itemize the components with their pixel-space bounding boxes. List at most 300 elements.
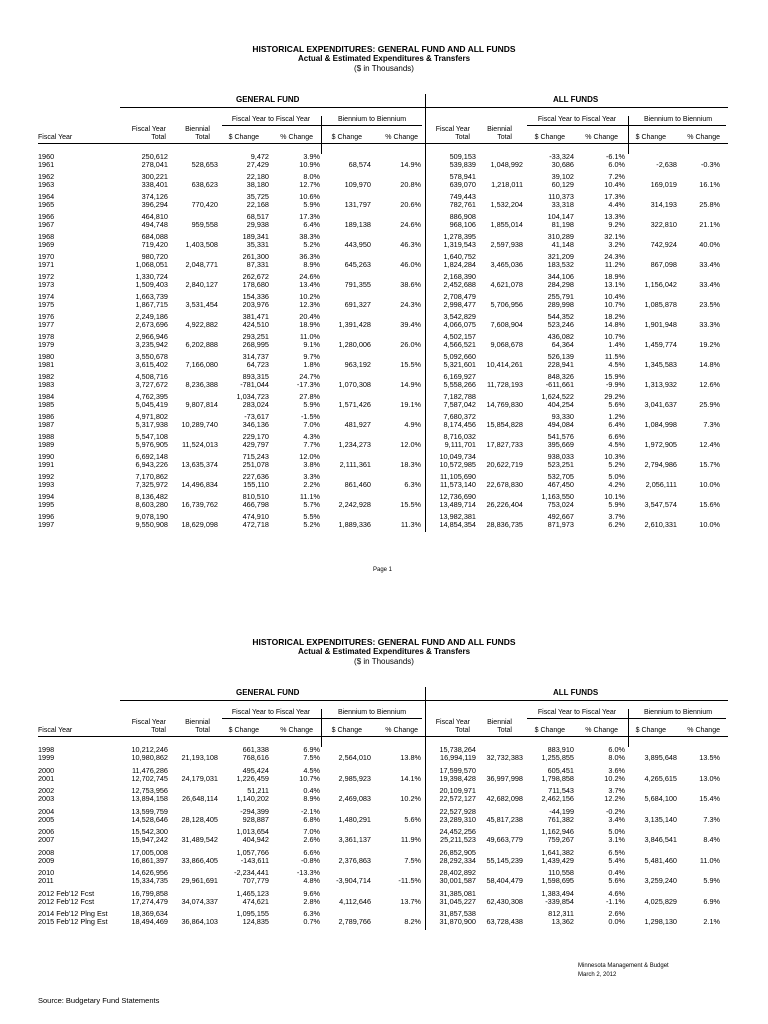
af-bi-dchange: 2,610,331 bbox=[644, 520, 677, 529]
af-fy-total: 8,174,456 bbox=[443, 420, 476, 429]
gf-fy-total: 338,401 bbox=[141, 180, 168, 189]
header-bottom-rule bbox=[38, 736, 728, 737]
af-fy-total: 1,319,543 bbox=[443, 240, 476, 249]
gf-bi-dchange: 691,327 bbox=[344, 300, 371, 309]
af-biennial-total: 2,597,938 bbox=[490, 240, 523, 249]
gf-fy-dchange: 1,465,123 bbox=[236, 888, 269, 898]
fiscal-year: 1975 bbox=[38, 300, 55, 309]
af-bi-pchange: 7.3% bbox=[703, 814, 720, 824]
af-bi-pchange: 25.9% bbox=[699, 400, 720, 409]
fiscal-year: 1978 bbox=[38, 332, 55, 341]
af-fy-dchange: 93,330 bbox=[551, 412, 574, 421]
af-fy-dchange: -33,324 bbox=[549, 152, 574, 161]
af-fy-total: 15,738,264 bbox=[439, 745, 476, 754]
af-fy-dchange: 228,941 bbox=[547, 360, 574, 369]
gf-fy-dchange: 27,429 bbox=[246, 160, 269, 169]
af-biennial-total: 49,663,779 bbox=[486, 835, 523, 844]
gf-bi-dchange: 1,234,273 bbox=[338, 440, 371, 449]
divider bbox=[425, 909, 426, 930]
gf-biennial-total: 36,864,103 bbox=[181, 917, 218, 926]
af-fy-dchange: 711,543 bbox=[548, 786, 574, 795]
af-fy-pchange: 1.4% bbox=[608, 340, 625, 349]
gf-bi-pchange: 7.5% bbox=[404, 855, 421, 865]
af-bi-pchange: 15.7% bbox=[699, 460, 720, 469]
af-fy-dchange: -611,661 bbox=[545, 380, 574, 389]
af-fy-dchange: 848,326 bbox=[547, 372, 574, 381]
af-fy-dchange: 544,352 bbox=[547, 312, 574, 321]
divider bbox=[425, 848, 426, 869]
af-fy-total: 539,839 bbox=[449, 160, 476, 169]
gf-fy-pchange: 5.5% bbox=[303, 512, 320, 521]
af-biennial-total: 11,728,193 bbox=[487, 380, 523, 389]
gf-fy-pchange: 17.3% bbox=[299, 212, 320, 221]
af-fy-dchange: 1,163,550 bbox=[541, 492, 574, 501]
fiscal-year: 2012 Feb'12 Fcst bbox=[38, 896, 95, 906]
gf-bi-dchange: 2,111,361 bbox=[339, 460, 371, 469]
gf-fy-total: 9,078,190 bbox=[135, 512, 168, 521]
table-header bbox=[0, 687, 768, 747]
gf-fy-pchange: 4.3% bbox=[303, 432, 320, 441]
gf-bi-pchange: 15.5% bbox=[400, 360, 421, 369]
table-row bbox=[0, 745, 768, 766]
gf-fy-pchange: 5.2% bbox=[303, 520, 320, 529]
fiscal-year: 2000 bbox=[38, 765, 55, 775]
gf-bi-dchange: 2,564,010 bbox=[338, 753, 371, 762]
gf-fy-dchange: 893,315 bbox=[242, 372, 269, 381]
af-fy-pchange: 5.0% bbox=[608, 827, 625, 836]
gf-fy-total: 464,810 bbox=[141, 212, 168, 221]
af-fy-pchange: 3.4% bbox=[608, 814, 625, 824]
af-fy-dchange: 321,209 bbox=[547, 252, 574, 261]
af-biennial-total: 63,728,438 bbox=[486, 917, 523, 926]
gf-fy-total: 11,476,286 bbox=[132, 765, 168, 775]
af-fy-total: 31,870,900 bbox=[439, 917, 476, 926]
gf-fy-pchange: 3.3% bbox=[303, 472, 320, 481]
af-fy-total: 14,854,354 bbox=[439, 520, 476, 529]
gf-fy-pchange: 11.1% bbox=[299, 492, 320, 501]
gf-bi-pchange: 8.2% bbox=[404, 917, 421, 926]
af-fy-total: 10,572,985 bbox=[439, 460, 476, 469]
group-all-funds: ALL FUNDS bbox=[553, 688, 599, 697]
sub-rule bbox=[222, 718, 422, 719]
gf-bi-pchange: 12.0% bbox=[400, 440, 421, 449]
fiscal-year: 2003 bbox=[38, 794, 55, 803]
gf-fy-dchange: 810,510 bbox=[242, 492, 269, 501]
af-biennial-total: 15,854,828 bbox=[486, 420, 523, 429]
af-bi-pchange: 21.1% bbox=[699, 220, 720, 229]
gf-fy-total: 12,753,956 bbox=[131, 786, 168, 795]
af-biennial-total: 1,532,204 bbox=[490, 200, 523, 209]
gf-biennial-total: 21,193,108 bbox=[181, 753, 218, 762]
gf-fy-pchange: 7.0% bbox=[303, 420, 320, 429]
fiscal-year: 1996 bbox=[38, 512, 55, 521]
af-bi-dchange: 4,265,615 bbox=[644, 773, 677, 783]
gf-fy-pchange: -1.5% bbox=[300, 412, 320, 421]
gf-bi-pchange: 14.9% bbox=[400, 380, 421, 389]
gf-fy-dchange: 178,680 bbox=[242, 280, 269, 289]
fiscal-year: 1992 bbox=[38, 472, 55, 481]
af-fy-pchange: 10.4% bbox=[604, 180, 625, 189]
af-fy-total: 17,599,570 bbox=[439, 765, 476, 775]
gf-bi-dchange: 1,480,291 bbox=[338, 814, 371, 824]
af-bi-pchange: 25.8% bbox=[699, 200, 720, 209]
gf-fy-total: 980,720 bbox=[141, 252, 168, 261]
gf-biennial-total: 24,179,031 bbox=[181, 773, 218, 783]
gf-fy-total: 9,550,908 bbox=[135, 520, 168, 529]
af-fy-dchange: -339,854 bbox=[545, 896, 574, 906]
af-biennial-total: 32,732,383 bbox=[486, 753, 523, 762]
af-bi-dchange: 867,098 bbox=[650, 260, 677, 269]
gf-fy-total: 374,126 bbox=[141, 192, 168, 201]
af-fy-dchange: 395,669 bbox=[547, 440, 574, 449]
gf-fy-total: 3,550,678 bbox=[135, 352, 168, 361]
af-fy-pchange: -1.1% bbox=[605, 896, 625, 906]
fiscal-year: 1981 bbox=[38, 360, 55, 369]
af-fy-pchange: 18.9% bbox=[604, 272, 625, 281]
gf-fy-total: 278,041 bbox=[141, 160, 168, 169]
report-units: ($ in Thousands) bbox=[354, 657, 414, 666]
gf-fy-dchange: 424,510 bbox=[242, 320, 269, 329]
af-biennial-total: 62,430,308 bbox=[486, 896, 523, 906]
col-af-fy-dchange: $ Change bbox=[534, 727, 565, 734]
gf-fy-pchange: 1.8% bbox=[303, 360, 320, 369]
fiscal-year: 1965 bbox=[38, 200, 55, 209]
gf-fy-dchange: 38,180 bbox=[246, 180, 269, 189]
af-biennial-total: 58,404,479 bbox=[486, 876, 523, 885]
af-fy-pchange: 1.2% bbox=[608, 412, 625, 421]
group-all-funds: ALL FUNDS bbox=[553, 95, 599, 104]
gf-bi-dchange: 2,985,923 bbox=[338, 773, 371, 783]
subgroup-af-bi: Biennium to Biennium bbox=[643, 116, 713, 123]
fiscal-year: 1972 bbox=[38, 272, 55, 281]
af-biennial-total: 3,465,036 bbox=[490, 260, 523, 269]
af-biennial-total: 1,855,014 bbox=[490, 220, 523, 229]
gf-bi-pchange: 4.9% bbox=[404, 420, 421, 429]
subgroup-gf-bi: Biennium to Biennium bbox=[337, 116, 407, 123]
divider bbox=[425, 745, 426, 766]
gf-fy-total: 7,170,862 bbox=[135, 472, 168, 481]
gf-bi-dchange: 1,571,426 bbox=[338, 400, 371, 409]
report-subtitle: Actual & Estimated Expenditures & Transfers bbox=[297, 54, 471, 63]
af-fy-dchange: 310,289 bbox=[547, 232, 574, 241]
gf-fy-dchange: 1,095,155 bbox=[236, 909, 269, 918]
col-af-fy-total: Fiscal Year bbox=[435, 719, 470, 726]
gf-fy-dchange: 768,616 bbox=[242, 753, 269, 762]
af-biennial-total: 1,218,011 bbox=[491, 180, 523, 189]
col-gf-fy-total: Total bbox=[151, 727, 166, 734]
gf-bi-pchange: 24.6% bbox=[400, 220, 421, 229]
af-biennial-total: 5,706,956 bbox=[490, 300, 523, 309]
col-fiscal-year: Fiscal Year bbox=[38, 727, 73, 734]
gf-fy-dchange: 35,331 bbox=[246, 240, 269, 249]
af-fy-total: 13,489,714 bbox=[439, 500, 476, 509]
af-bi-dchange: 314,193 bbox=[650, 200, 677, 209]
gf-fy-dchange: -781,044 bbox=[240, 380, 269, 389]
gf-fy-pchange: 6.4% bbox=[303, 220, 320, 229]
col-gf-bi-total: Total bbox=[195, 134, 210, 141]
af-fy-total: 22,572,127 bbox=[439, 794, 476, 803]
gf-bi-dchange: -3,904,714 bbox=[336, 876, 371, 885]
af-fy-dchange: 761,382 bbox=[547, 814, 574, 824]
gf-fy-total: 8,603,280 bbox=[135, 500, 168, 509]
af-fy-dchange: 404,254 bbox=[547, 400, 574, 409]
subgroup-gf-bi: Biennium to Biennium bbox=[337, 709, 407, 716]
af-fy-pchange: 6.0% bbox=[608, 745, 625, 754]
af-bi-pchange: 12.4% bbox=[699, 440, 720, 449]
col-gf-bi-total: Total bbox=[195, 727, 210, 734]
gf-fy-pchange: 24.7% bbox=[299, 372, 320, 381]
gf-fy-total: 14,626,956 bbox=[131, 868, 168, 877]
af-fy-total: 578,941 bbox=[449, 172, 476, 181]
af-fy-dchange: 2,462,156 bbox=[541, 794, 574, 803]
af-fy-dchange: 541,576 bbox=[547, 432, 574, 441]
af-fy-pchange: 10.2% bbox=[604, 773, 625, 783]
gf-biennial-total: 31,489,542 bbox=[181, 835, 218, 844]
gf-fy-dchange: 314,737 bbox=[242, 352, 269, 361]
gf-fy-total: 16,861,397 bbox=[131, 855, 168, 865]
af-bi-dchange: 2,056,111 bbox=[645, 480, 677, 489]
fiscal-year: 1963 bbox=[38, 180, 55, 189]
fiscal-year: 1971 bbox=[38, 260, 55, 269]
gf-bi-dchange: 131,797 bbox=[344, 200, 371, 209]
gf-fy-total: 3,727,672 bbox=[135, 380, 168, 389]
gf-fy-total: 684,088 bbox=[141, 232, 168, 241]
af-fy-pchange: 5.6% bbox=[608, 400, 625, 409]
af-bi-pchange: 8.4% bbox=[703, 835, 720, 844]
gf-bi-dchange: 4,112,646 bbox=[339, 896, 371, 906]
fiscal-year: 2011 bbox=[38, 876, 54, 885]
gf-fy-dchange: 474,910 bbox=[242, 512, 269, 521]
af-fy-dchange: 1,383,494 bbox=[541, 888, 574, 898]
gf-biennial-total: 770,420 bbox=[191, 200, 218, 209]
af-bi-pchange: 13.5% bbox=[699, 753, 720, 762]
gf-fy-pchange: 8.9% bbox=[303, 260, 320, 269]
col-af-bi-pchange: % Change bbox=[687, 727, 720, 734]
gf-bi-dchange: 791,355 bbox=[344, 280, 371, 289]
af-fy-pchange: 3.2% bbox=[608, 240, 625, 249]
af-fy-pchange: 11.2% bbox=[604, 260, 625, 269]
gf-fy-pchange: 12.0% bbox=[299, 452, 320, 461]
af-fy-pchange: 10.7% bbox=[604, 332, 625, 341]
gf-bi-pchange: 19.1% bbox=[400, 400, 421, 409]
af-fy-pchange: 4.6% bbox=[608, 888, 625, 898]
gf-fy-pchange: 27.8% bbox=[299, 392, 320, 401]
af-fy-dchange: -44,199 bbox=[549, 806, 574, 816]
af-bi-dchange: 3,135,140 bbox=[644, 814, 677, 824]
gf-biennial-total: 11,524,013 bbox=[182, 440, 218, 449]
af-bi-pchange: 5.9% bbox=[703, 876, 720, 885]
gf-fy-dchange: 64,723 bbox=[246, 360, 269, 369]
fiscal-year: 2005 bbox=[38, 814, 55, 824]
table-row bbox=[0, 827, 768, 848]
af-fy-dchange: 104,147 bbox=[547, 212, 574, 221]
af-fy-pchange: 6.4% bbox=[608, 420, 625, 429]
af-fy-pchange: 8.0% bbox=[608, 753, 625, 762]
gf-fy-total: 8,136,482 bbox=[135, 492, 168, 501]
footer-date: March 2, 2012 bbox=[578, 972, 617, 978]
af-fy-total: 11,573,140 bbox=[440, 480, 476, 489]
gf-fy-pchange: 7.7% bbox=[303, 440, 320, 449]
fiscal-year: 1997 bbox=[38, 520, 55, 529]
fiscal-year: 1973 bbox=[38, 280, 55, 289]
gf-fy-pchange: 6.8% bbox=[303, 814, 320, 824]
af-fy-total: 11,105,690 bbox=[440, 472, 476, 481]
af-bi-pchange: -0.3% bbox=[700, 160, 720, 169]
gf-fy-total: 1,867,715 bbox=[135, 300, 168, 309]
af-biennial-total: 4,621,078 bbox=[490, 280, 523, 289]
group-general-fund: GENERAL FUND bbox=[236, 688, 300, 697]
gf-fy-total: 6,692,148 bbox=[135, 452, 168, 461]
gf-fy-pchange: 12.3% bbox=[299, 300, 320, 309]
af-fy-total: 6,169,927 bbox=[443, 372, 476, 381]
af-bi-dchange: 1,156,042 bbox=[644, 280, 677, 289]
af-fy-pchange: 6.6% bbox=[608, 432, 625, 441]
table-row bbox=[0, 909, 768, 930]
gf-bi-pchange: 46.0% bbox=[400, 260, 421, 269]
gf-fy-pchange: 2.2% bbox=[303, 480, 320, 489]
af-fy-pchange: 0.4% bbox=[608, 868, 625, 877]
gf-bi-dchange: 1,889,336 bbox=[338, 520, 371, 529]
gf-fy-dchange: 466,798 bbox=[242, 500, 269, 509]
af-fy-total: 4,502,157 bbox=[443, 332, 476, 341]
col-gf-bi-total: Biennial bbox=[185, 719, 210, 726]
gf-fy-pchange: 3.9% bbox=[303, 152, 320, 161]
gf-fy-dchange: 9,472 bbox=[250, 152, 269, 161]
gf-biennial-total: 2,048,771 bbox=[185, 260, 218, 269]
subgroup-gf-fy: Fiscal Year to Fiscal Year bbox=[231, 116, 311, 123]
gf-biennial-total: 16,739,762 bbox=[181, 500, 218, 509]
gf-fy-pchange: 10.9% bbox=[299, 160, 320, 169]
col-gf-bi-pchange: % Change bbox=[385, 727, 418, 734]
af-fy-dchange: 1,641,382 bbox=[541, 847, 574, 857]
gf-bi-dchange: 2,469,083 bbox=[338, 794, 371, 803]
fiscal-year: 2012 Feb'12 Fcst bbox=[38, 888, 95, 898]
af-fy-total: 2,998,477 bbox=[443, 300, 476, 309]
report-title: HISTORICAL EXPENDITURES: GENERAL FUND AND ALL FUNDS bbox=[252, 637, 516, 647]
col-gf-fy-dchange: $ Change bbox=[228, 727, 259, 734]
af-fy-dchange: 605,451 bbox=[547, 765, 574, 775]
group-general-fund: GENERAL FUND bbox=[236, 95, 300, 104]
gf-biennial-total: 34,074,337 bbox=[181, 896, 218, 906]
af-fy-dchange: 526,139 bbox=[547, 352, 574, 361]
gf-fy-pchange: 5.2% bbox=[303, 240, 320, 249]
fiscal-year: 1998 bbox=[38, 745, 55, 754]
divider bbox=[425, 889, 426, 910]
gf-bi-pchange: 18.3% bbox=[400, 460, 421, 469]
gf-fy-total: 14,528,646 bbox=[131, 814, 168, 824]
gf-fy-dchange: 707,779 bbox=[242, 876, 269, 885]
af-fy-total: 7,587,042 bbox=[443, 400, 476, 409]
af-bi-pchange: 6.9% bbox=[703, 896, 720, 906]
fiscal-year: 1960 bbox=[38, 152, 55, 161]
subgroup-af-fy: Fiscal Year to Fiscal Year bbox=[537, 709, 617, 716]
gf-fy-dchange: 68,517 bbox=[246, 212, 269, 221]
af-fy-pchange: 10.4% bbox=[604, 292, 625, 301]
col-af-fy-pchange: % Change bbox=[585, 134, 618, 141]
col-af-bi-dchange: $ Change bbox=[635, 727, 666, 734]
af-fy-pchange: 7.2% bbox=[608, 172, 625, 181]
af-fy-pchange: 18.2% bbox=[604, 312, 625, 321]
gf-bi-dchange: 861,460 bbox=[344, 480, 371, 489]
gf-bi-dchange: 3,361,137 bbox=[338, 835, 371, 844]
gf-fy-total: 12,702,745 bbox=[131, 773, 168, 783]
fiscal-year: 1984 bbox=[38, 392, 55, 401]
divider bbox=[425, 868, 426, 889]
af-bi-dchange: 4,025,829 bbox=[644, 896, 677, 906]
gf-fy-pchange: 9.7% bbox=[303, 352, 320, 361]
table-row bbox=[0, 848, 768, 869]
fiscal-year: 1987 bbox=[38, 420, 55, 429]
af-fy-dchange: 494,084 bbox=[547, 420, 574, 429]
af-fy-pchange: 3.7% bbox=[608, 786, 625, 795]
af-fy-total: 10,049,734 bbox=[439, 452, 476, 461]
gf-bi-pchange: 20.6% bbox=[400, 200, 421, 209]
header-rule bbox=[120, 700, 728, 701]
af-bi-pchange: 14.8% bbox=[699, 360, 720, 369]
af-fy-total: 31,857,538 bbox=[439, 909, 476, 918]
af-fy-total: 2,168,390 bbox=[443, 272, 476, 281]
gf-fy-dchange: 22,168 bbox=[246, 200, 269, 209]
sub-divider bbox=[321, 709, 322, 747]
fiscal-year: 1968 bbox=[38, 232, 55, 241]
af-biennial-total: 45,817,238 bbox=[486, 814, 523, 824]
af-fy-total: 24,452,256 bbox=[439, 827, 476, 836]
gf-fy-total: 2,249,186 bbox=[135, 312, 168, 321]
gf-biennial-total: 13,635,374 bbox=[181, 460, 218, 469]
af-fy-dchange: 523,246 bbox=[547, 320, 574, 329]
gf-bi-pchange: 5.6% bbox=[404, 814, 421, 824]
af-fy-pchange: 32.1% bbox=[604, 232, 625, 241]
col-af-fy-total: Total bbox=[455, 134, 470, 141]
af-fy-total: 1,278,395 bbox=[443, 232, 476, 241]
table-row bbox=[0, 807, 768, 828]
gf-biennial-total: 7,166,080 bbox=[185, 360, 218, 369]
af-fy-dchange: 289,998 bbox=[547, 300, 574, 309]
af-fy-total: 4,566,521 bbox=[443, 340, 476, 349]
col-af-bi-pchange: % Change bbox=[687, 134, 720, 141]
af-fy-dchange: 467,450 bbox=[547, 480, 574, 489]
gf-fy-pchange: 0.4% bbox=[303, 786, 320, 795]
af-fy-total: 8,716,032 bbox=[443, 432, 476, 441]
af-fy-dchange: 532,705 bbox=[547, 472, 574, 481]
af-bi-dchange: 1,345,583 bbox=[644, 360, 677, 369]
gf-fy-pchange: -13.3% bbox=[296, 868, 320, 877]
gf-bi-dchange: 443,950 bbox=[344, 240, 371, 249]
gf-fy-total: 1,663,739 bbox=[135, 292, 168, 301]
af-fy-total: 749,443 bbox=[449, 192, 476, 201]
af-fy-total: 23,289,310 bbox=[439, 814, 476, 824]
gf-bi-pchange: 20.8% bbox=[400, 180, 421, 189]
af-fy-total: 782,761 bbox=[449, 200, 476, 209]
gf-fy-pchange: 2.8% bbox=[303, 896, 320, 906]
af-fy-pchange: 6.0% bbox=[608, 160, 625, 169]
fiscal-year: 1977 bbox=[38, 320, 55, 329]
gf-bi-pchange: 14.1% bbox=[400, 773, 421, 783]
af-fy-dchange: 81,198 bbox=[551, 220, 574, 229]
divider bbox=[425, 687, 426, 747]
gf-fy-pchange: -17.3% bbox=[296, 380, 320, 389]
gf-bi-pchange: 46.3% bbox=[400, 240, 421, 249]
gf-fy-pchange: 11.0% bbox=[299, 332, 320, 341]
gf-fy-total: 10,212,246 bbox=[131, 745, 168, 754]
gf-fy-pchange: 38.3% bbox=[299, 232, 320, 241]
gf-biennial-total: 26,648,114 bbox=[182, 794, 218, 803]
gf-fy-pchange: 13.4% bbox=[299, 280, 320, 289]
af-fy-pchange: 2.6% bbox=[608, 909, 625, 918]
af-fy-pchange: 9.2% bbox=[608, 220, 625, 229]
gf-biennial-total: 528,653 bbox=[191, 160, 218, 169]
gf-fy-total: 1,068,051 bbox=[135, 260, 168, 269]
